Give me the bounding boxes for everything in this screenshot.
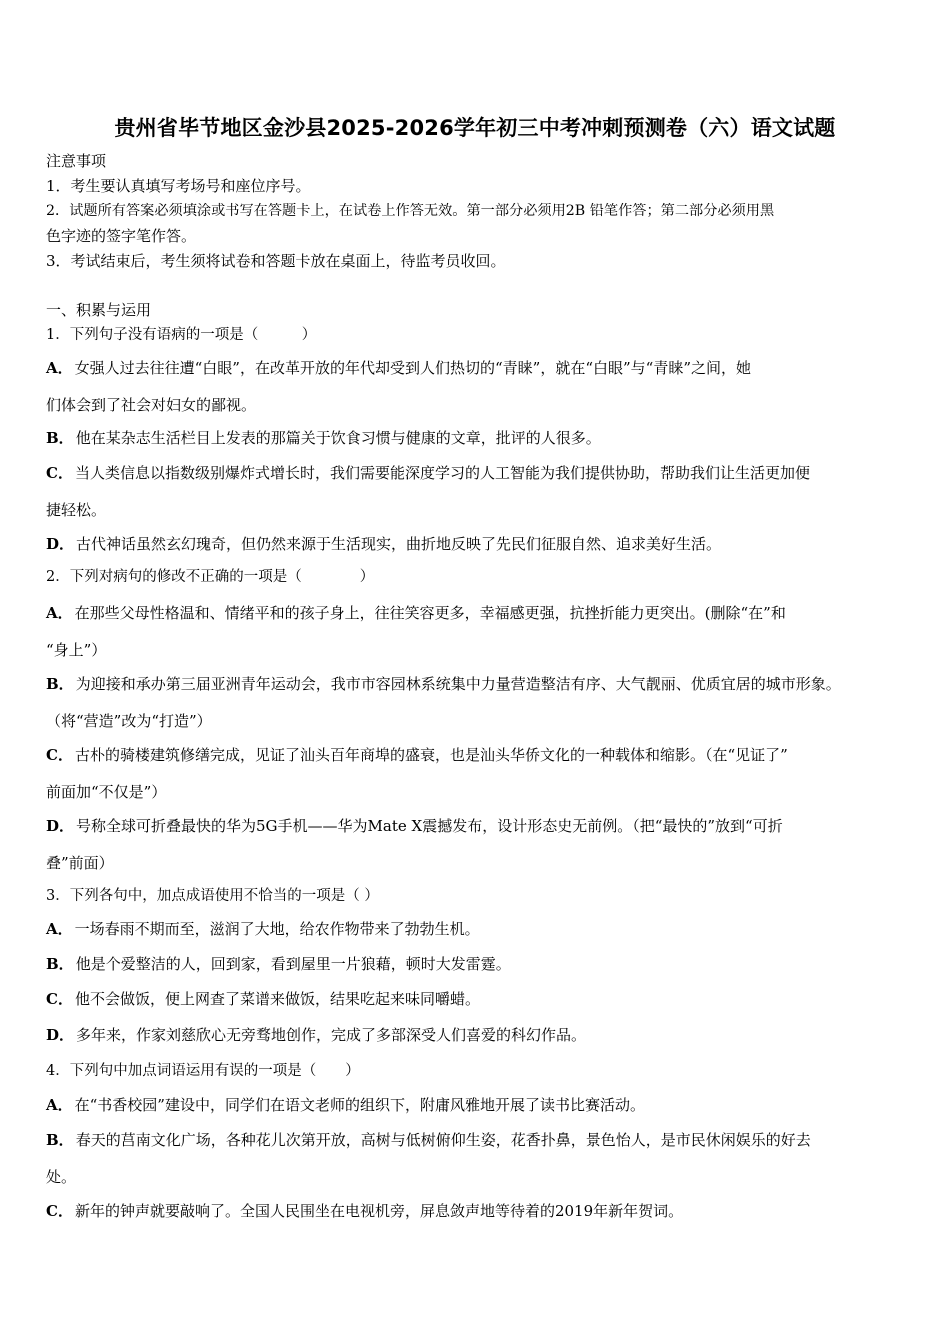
option-text: 他不会做饭，便上网查了菜谱来做饭，结果吃起来味同嚼蜡。: [74, 990, 480, 1008]
option-label: A．: [46, 920, 73, 938]
option-label: C．: [46, 1202, 73, 1220]
notice-item-2-cont: 色字迹的签字笔作答。: [46, 227, 197, 245]
q4-option-b-cont: 处。: [46, 1168, 77, 1186]
q4-option-a: [46, 1095, 645, 1115]
option-label: B．: [46, 1131, 74, 1149]
q4-option-c: [46, 1201, 683, 1221]
q2-option-d: [46, 816, 783, 836]
option-label: C．: [46, 464, 73, 482]
option-text: 在那些父母性格温和、情绪平和的孩子身上，往往笑容更多，幸福感更强，抗挫折能力更突出。(删除“在”和: [74, 604, 786, 622]
option-text: 号称全球可折叠最快的华为5G手机——华为Mate X震撼发布，设计形态史无前例。（把“最快的”放到“可折: [76, 817, 783, 835]
question-4-stem: 4．下列句中加点词语运用有误的一项是（ ）: [46, 1063, 360, 1079]
option-label: A．: [46, 359, 73, 377]
option-text: 新年的钟声就要敲响了。全国人民围坐在电视机旁，屏息敛声地等待着的2019年新年贺词。: [74, 1202, 684, 1220]
exam-title: 贵州省毕节地区金沙县2025-2026学年初三中考冲刺预测卷（六）语文试题: [114, 116, 836, 140]
q1-option-c: [46, 463, 810, 483]
q3-option-c: [46, 989, 480, 1009]
q1-option-b: [46, 428, 601, 448]
option-label: A．: [46, 604, 73, 622]
option-text: 古朴的骑楼建筑修缮完成，见证了汕头百年商埠的盛衰，也是汕头华侨文化的一种载体和缩影。（在“见证了”: [74, 746, 788, 764]
q2-option-c: [46, 745, 788, 765]
option-label: A．: [46, 1096, 73, 1114]
q2-option-a: [46, 603, 786, 623]
q1-option-d: [46, 534, 721, 554]
option-text: 一场春雨不期而至，滋润了大地，给农作物带来了勃勃生机。: [74, 920, 480, 938]
option-label: C．: [46, 746, 73, 764]
option-label: D．: [46, 535, 75, 553]
option-text: 多年来，作家刘慈欣心无旁骛地创作，完成了多部深受人们喜爱的科幻作品。: [76, 1026, 587, 1044]
q1-option-c-cont: 捷轻松。: [46, 501, 107, 519]
notice-item-1: 1．考生要认真填写考场号和座位序号。: [46, 177, 311, 195]
option-label: D．: [46, 1026, 75, 1044]
q2-option-d-cont: 叠”前面）: [46, 854, 114, 872]
q2-option-c-cont: 前面加“不仅是”）: [46, 783, 167, 801]
q2-option-b: [46, 674, 841, 694]
notice-item-2: 2．试题所有答案必须填涂或书写在答题卡上，在试卷上作答无效。第一部分必须用2B 铅笔作答；第二部分必须用黑: [46, 203, 775, 219]
q4-option-b: [46, 1130, 811, 1150]
question-1-stem: 1．下列句子没有语病的一项是（ ）: [46, 327, 317, 343]
option-label: B．: [46, 429, 74, 447]
option-text: 他在某杂志生活栏目上发表的那篇关于饮食习惯与健康的文章，批评的人很多。: [75, 429, 601, 447]
option-label: B．: [46, 955, 74, 973]
option-text: 春天的莒南文化广场，各种花儿次第开放，高树与低树俯仰生姿，花香扑鼻，景色怡人，是市民休闲娱乐的好去: [75, 1131, 811, 1149]
notice-heading: 注意事项: [46, 152, 107, 170]
question-2-stem: 2．下列对病句的修改不正确的一项是（ ）: [46, 569, 375, 585]
notice-item-3: 3．考试结束后，考生须将试卷和答题卡放在桌面上，待监考员收回。: [46, 252, 506, 270]
option-label: B．: [46, 675, 74, 693]
q2-option-b-cont: （将“营造”改为“打造”）: [46, 712, 212, 730]
q1-option-a: [46, 358, 751, 378]
question-3-stem: 3．下列各句中，加点成语使用不恰当的一项是（ ）: [46, 888, 379, 904]
option-text: 女强人过去往往遭“白眼”，在改革开放的年代却受到人们热切的“青睐”，就在“白眼”与“青睐”之间，她: [74, 359, 751, 377]
option-text: 在“书香校园”建设中，同学们在语文老师的组织下，附庸风雅地开展了读书比赛活动。: [74, 1096, 645, 1114]
q3-option-a: [46, 919, 480, 939]
section-heading: 一、积累与运用: [46, 301, 152, 319]
q2-option-a-cont: “身上”）: [46, 641, 107, 659]
option-text: 当人类信息以指数级别爆炸式增长时，我们需要能深度学习的人工智能为我们提供协助，帮助我们让生活更加便: [74, 464, 810, 482]
option-label: D．: [46, 817, 75, 835]
q1-option-a-cont: 们体会到了社会对妇女的鄙视。: [46, 396, 257, 414]
option-label: C．: [46, 990, 73, 1008]
q3-option-b: [46, 954, 511, 974]
option-text: 他是个爱整洁的人，回到家，看到屋里一片狼藉，顿时大发雷霆。: [75, 955, 511, 973]
q3-option-d: [46, 1025, 586, 1045]
option-text: 为迎接和承办第三届亚洲青年运动会，我市市容园林系统集中力量营造整洁有序、大气靓丽、优质宜居的城市形象。: [75, 675, 841, 693]
option-text: 古代神话虽然玄幻瑰奇，但仍然来源于生活现实，曲折地反映了先民们征服自然、追求美好生活。: [76, 535, 722, 553]
